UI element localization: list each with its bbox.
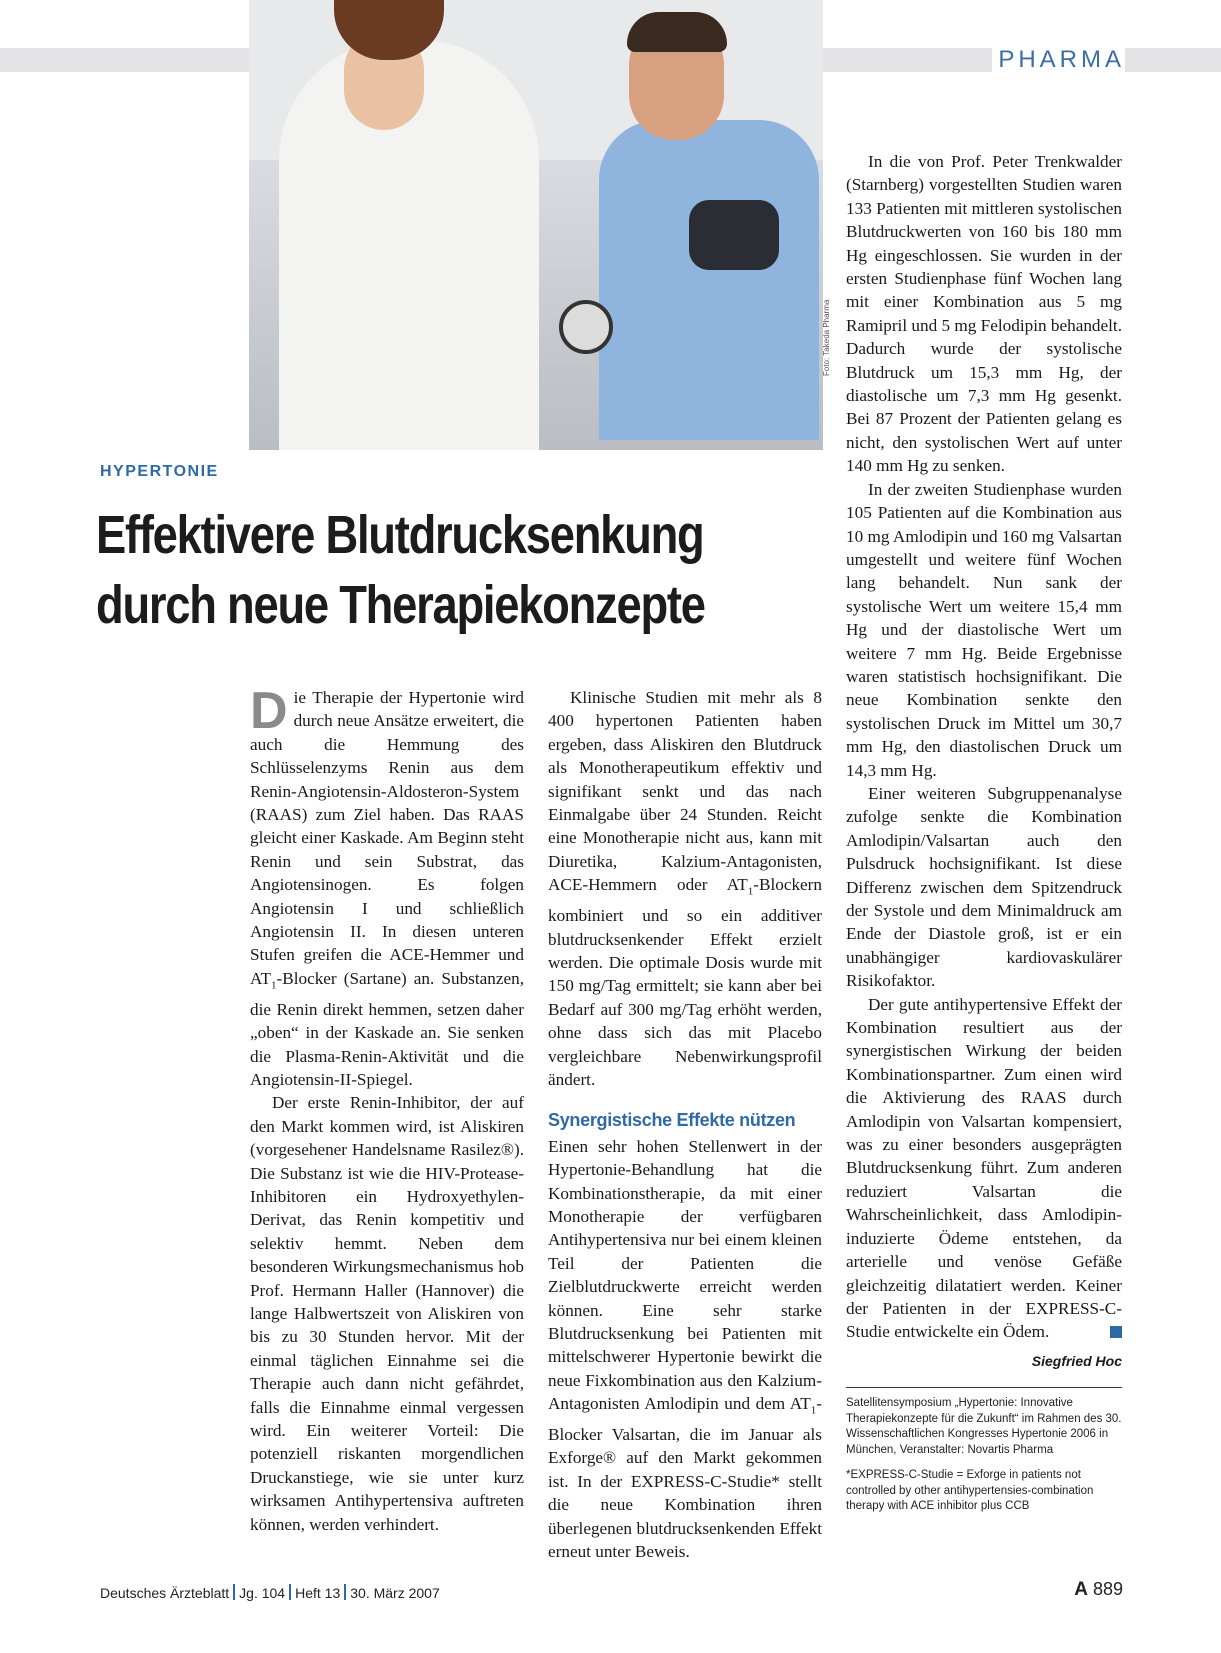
paragraph: Die Therapie der Hypertonie wird durch neue Ansätze erweitert, die auch die Hemmung des Schlüsselenzyms Renin aus dem Renin-Angiotensin-Aldosteron-System (RAAS) zum Ziel haben. Das RAAS gleicht einer Kaskade. Am Beginn steht Renin und sein Substrat, das Angiotensinogen. Es folgen Angiotensin I und schließlich Angiotensin II. In diesen unteren Stufen greifen die ACE-Hemmer und $AT_1$-Blocker (Sartane) an. Substanzen, die Renin direkt hemmen, setzen daher „oben“ in der Kaskade an. Sie senken die Plasma-Renin-Aktivität und die Angiotensin-II-Spiegel. xyxy=(250,682,524,1089)
paragraph: Einer weiteren Subgruppenanalyse zufolge senkte die Kombination Amlodipin/Valsartan auch den Pulsdruck hochsignifikant. Ist diese Differenz zwischen dem Spitzendruck der Systole und dem Minimaldruck am Ende der Diastole groß, ist er ein unabhängiger kardiovaskulärer Risikofaktor. xyxy=(846,783,1122,991)
section-label: PHARMA xyxy=(992,46,1125,74)
end-mark-icon xyxy=(1110,1326,1122,1338)
article-photo xyxy=(249,0,823,450)
issue-date: 30. März 2007 xyxy=(350,1585,440,1601)
paragraph: Klinische Studien mit mehr als 8 400 hypertonen Patienten haben ergeben, dass Aliskiren den Blutdruck als Monotherapeutikum effektiv und signifikant senkt und das nach Einmalgabe über 24 Stunden. Reicht eine Monotherapie nicht aus, kann mit Diuretika, Kalzium-Antagonisten, ACE-Hemmern oder $AT_1$-Blockern kombiniert und so ein additiver blutdrucksenkender Effekt erzielt werden. Die optimale Dosis wurde mit 150 mg/Tag ermittelt; sie kann aber bei Bedarf auf 300 mg/Tag erhöht werden, ohne dass sich das mit Placebo vergleichbare Nebenwirkungsprofil ändert. xyxy=(548,688,822,1089)
footer-citation xyxy=(100,1584,440,1601)
subheading: Synergistische Effekte nützen xyxy=(548,1110,796,1131)
text-column-2 xyxy=(548,686,822,1564)
volume: Jg. 104 xyxy=(239,1585,286,1601)
footnote-study: *EXPRESS-C-Studie = Exforge in patients not controlled by other antihypertensies-combination therapy with ACE inhibitor plus CCB xyxy=(846,1469,1094,1513)
separator xyxy=(344,1584,346,1600)
article-kicker: HYPERTONIE xyxy=(100,463,219,480)
divider xyxy=(846,1387,1122,1388)
separator xyxy=(233,1584,235,1600)
article-headline: Effektivere Blutdrucksenkung durch neue Therapiekonzepte xyxy=(96,505,705,635)
paragraph: Der erste Renin-Inhibitor, der auf den Markt kommen wird, ist Aliskiren (vorgesehener Handelsname Rasilez®). Die Substanz ist wie die HIV-Protease-Inhibitoren ein Hydroxyethylen-Derivat, das Renin kompetitiv und selektiv hemmt. Neben dem besonderen Wirkungsmechanismus hob Prof. Hermann Haller (Hannover) die lange Halbwertszeit von Aliskiren von bis zu 30 Stunden hervor. Mit der einmal täglichen Einnahme sei die Therapie auch dann nicht gefährdet, falls die Einnahme einmal vergessen wird. Ein weiterer Vorteil: Die potenziell riskanten morgendlichen Druckanstiege, wie sie unter kurz wirksamen Antihypertensiva auftreten können, werden verhindert. xyxy=(250,1093,524,1534)
paragraph: In der zweiten Studienphase wurden 105 Patienten auf die Kombination aus 10 mg Amlodipin und 160 mg Valsartan umgestellt und weitere fünf Wochen lang behandelt. Nun sank der systolische Wert um weitere 15,4 mm Hg und der diastolische Wert um weitere 7 mm Hg. Beide Ergebnisse waren statistisch hochsignifikant. Die neue Kombination senkte den systolischen Druck im Mittel um 30,7 mm Hg, den diastolischen Druck um 14,3 mm Hg. xyxy=(846,479,1122,780)
journal-name: Deutsches Ärzteblatt xyxy=(100,1585,230,1601)
text-column-1 xyxy=(250,682,524,1536)
issue: Heft 13 xyxy=(295,1585,341,1601)
separator xyxy=(289,1584,291,1600)
paragraph: Der gute antihypertensive Effekt der Kombination resultiert aus der synergistischen Wirkung der beiden Kombinationspartner. Zum einen wird die Aktivierung des RAAS durch Amlodipin von Valsartan kompensiert, was zu einer besonders ausgeprägten Blutdrucksenkung führt. Zum anderen reduziert Valsartan die Wahrscheinlichkeit, dass Amlodipin-induzierte Ödeme entstehen, da arterielle und venöse Gefäße gleichzeitig dilatatiert werden. Keiner der Patienten in der EXPRESS-C-Studie entwickelte ein Ödem. xyxy=(846,994,1122,1342)
footnote-symposium: Satellitensymposium „Hypertonie: Innovative Therapiekonzepte für die Zukunft“ im Rahmen des 30. Wissenschaftlichen Kongresses Hypertonie 2006 in München, Veranstalter: Novartis Pharma xyxy=(846,1397,1122,1456)
page-number: A 889 xyxy=(1074,1579,1123,1600)
text-column-3 xyxy=(846,150,1122,1525)
author-name: Siegfried Hoc xyxy=(1031,1352,1122,1369)
paragraph: Einen sehr hohen Stellenwert in der Hypertonie-Behandlung hat die Kombinationstherapie, da mit einer Monotherapie der verfügbaren Antihypertensiva nur bei einem kleinen Teil der Patienten die Zielblutdruckwerte erreicht werden können. Eine sehr starke Blutdrucksenkung bei Patienten mit mittelschwerer Hypertonie bewirkt die neue Fixkombination aus den Kalzium-Antagonisten Amlodipin und dem $AT_1$-Blocker Valsartan, die im Januar als Exforge® auf den Markt gekommen ist. In der EXPRESS-C-Studie* stellt die neue Kombination ihren überlegenen blutdrucksenkenden Effekt erneut unter Beweis. xyxy=(548,1136,822,1562)
drop-cap: D xyxy=(250,682,288,740)
photo-credit: Foto: Takeda Pharma xyxy=(822,299,831,376)
paragraph: In die von Prof. Peter Trenkwalder (Starnberg) vorgestellten Studien waren 133 Patienten mit mittleren systolischen Blutdruckwerten von 160 bis 180 mm Hg eingeschlossen. Sie wurden in der ersten Studienphase fünf Wochen lang mit einer Kombination aus 5 mg Ramipril und 5 mg Felodipin behandelt. Dadurch wurde der systolische Blutdruck um 15,3 mm Hg, der diastolische um 7,3 mm Hg gesenkt. Bei 87 Prozent der Patienten gelang es nicht, den systolischen Wert auf unter 140 mm Hg zu senken. xyxy=(846,152,1122,476)
